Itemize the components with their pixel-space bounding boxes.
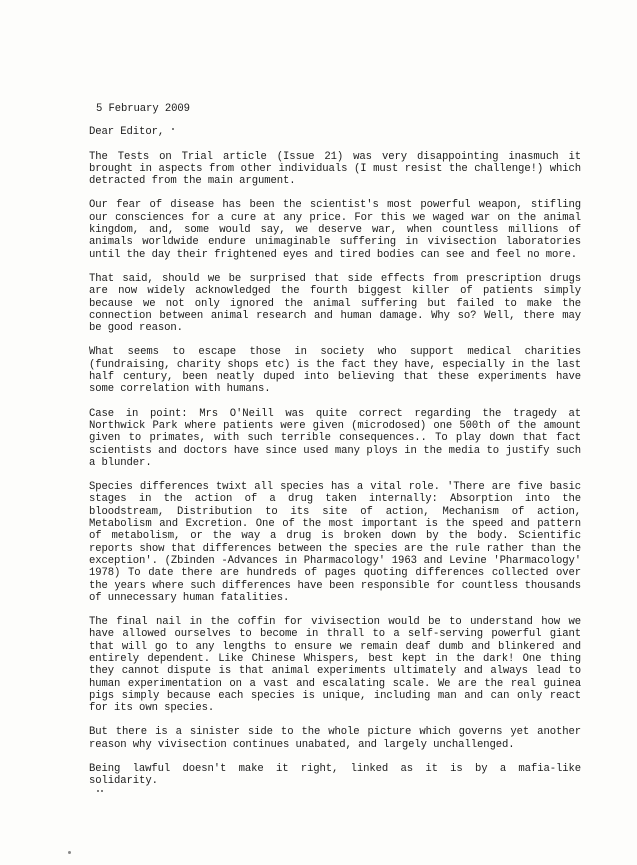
scan-speck — [101, 790, 103, 792]
paragraph-species-differences: Species differences twixt all species has a vital role. 'There are five basic stages in the action of a drug taken internally: Absorption into the bloodstream, Distribution to its site of action, Mechanism of action, Metabolism and Excretion. One of the most important is the speed and pattern of metabolism, or the way a drug is broken down by the body. Scientific reports show that differences between the species are the rule rather than the exception'. (Zbinden -Advances in Pharmacology' 1963 and Levine 'Pharmacology' 1978) To date there are hundreds of pages quoting differences collected over the years where such differences have been responsible for countless thousands of unnecessary human fatalities. — [89, 481, 581, 604]
letter-salutation: Dear Editor, — [89, 126, 165, 139]
scan-speck — [97, 790, 99, 792]
paragraph-medical-charities: What seems to escape those in society who support medical charities (fundraising, charity shops etc) is the fact they have, especially in the last half century, been neatly duped into believing that these experiments have some correlation with humans. — [89, 346, 581, 396]
scan-speck — [68, 851, 71, 854]
scan-speck — [172, 128, 174, 130]
paragraph-fear-of-disease: Our fear of disease has been the scientist's most powerful weapon, stifling our consciences for a cure at any price. For this we waged war on the animal kingdom, and, some would say, we deserve war, when countless millions of animals worldwide endure unimaginable suffering in vivisection laboratories until the day their frightened eyes and tired bodies can see and feel no more. — [89, 199, 581, 261]
paragraph-being-lawful: Being lawful doesn't make it right, linked as it is by a mafia-like solidarity. — [89, 763, 581, 788]
letter-body — [89, 103, 581, 800]
paragraph-case-in-point: Case in point: Mrs O'Neill was quite correct regarding the tragedy at Northwick Park where patients were given (microdosed) one 500th of the amount given to primates, with such terrible consequences.. To play down that fact scientists and doctors have since used many ploys in the media to justify such a blunder. — [89, 407, 581, 469]
paragraph-final-nail: The final nail in the coffin for vivisection would be to understand how we have allowed ourselves to become in thrall to a self-serving powerful giant that will go to any lengths to ensure we remain deaf dumb and blinkered and entirely dependent. Like Chinese Whispers, best kept in the dark! One thing they cannot dispute is that animal experiments ultimately and always lead to human experimentation on a vast and escalating scale. We are the real guinea pigs simply because each species is unique, including man and can only react for its own species. — [89, 616, 581, 715]
paragraph-sinister-side: But there is a sinister side to the whole picture which governs yet another reason why vivisection continues unabated, and largely unchallenged. — [89, 726, 581, 751]
letter-date: 5 February 2009 — [96, 103, 190, 115]
paragraph-tests-on-trial: The Tests on Trial article (Issue 21) was very disappointing inasmuch it brought in aspects from other individuals (I must resist the challenge!) which detracted from the main argument. — [89, 150, 581, 188]
paragraph-side-effects: That said, should we be surprised that side effects from prescription drugs are now widely acknowledged the fourth biggest killer of patients simply because we not only ignored the animal suffering but failed to make the connection between animal research and human damage. Why so? Well, there may be good reason. — [89, 272, 581, 335]
